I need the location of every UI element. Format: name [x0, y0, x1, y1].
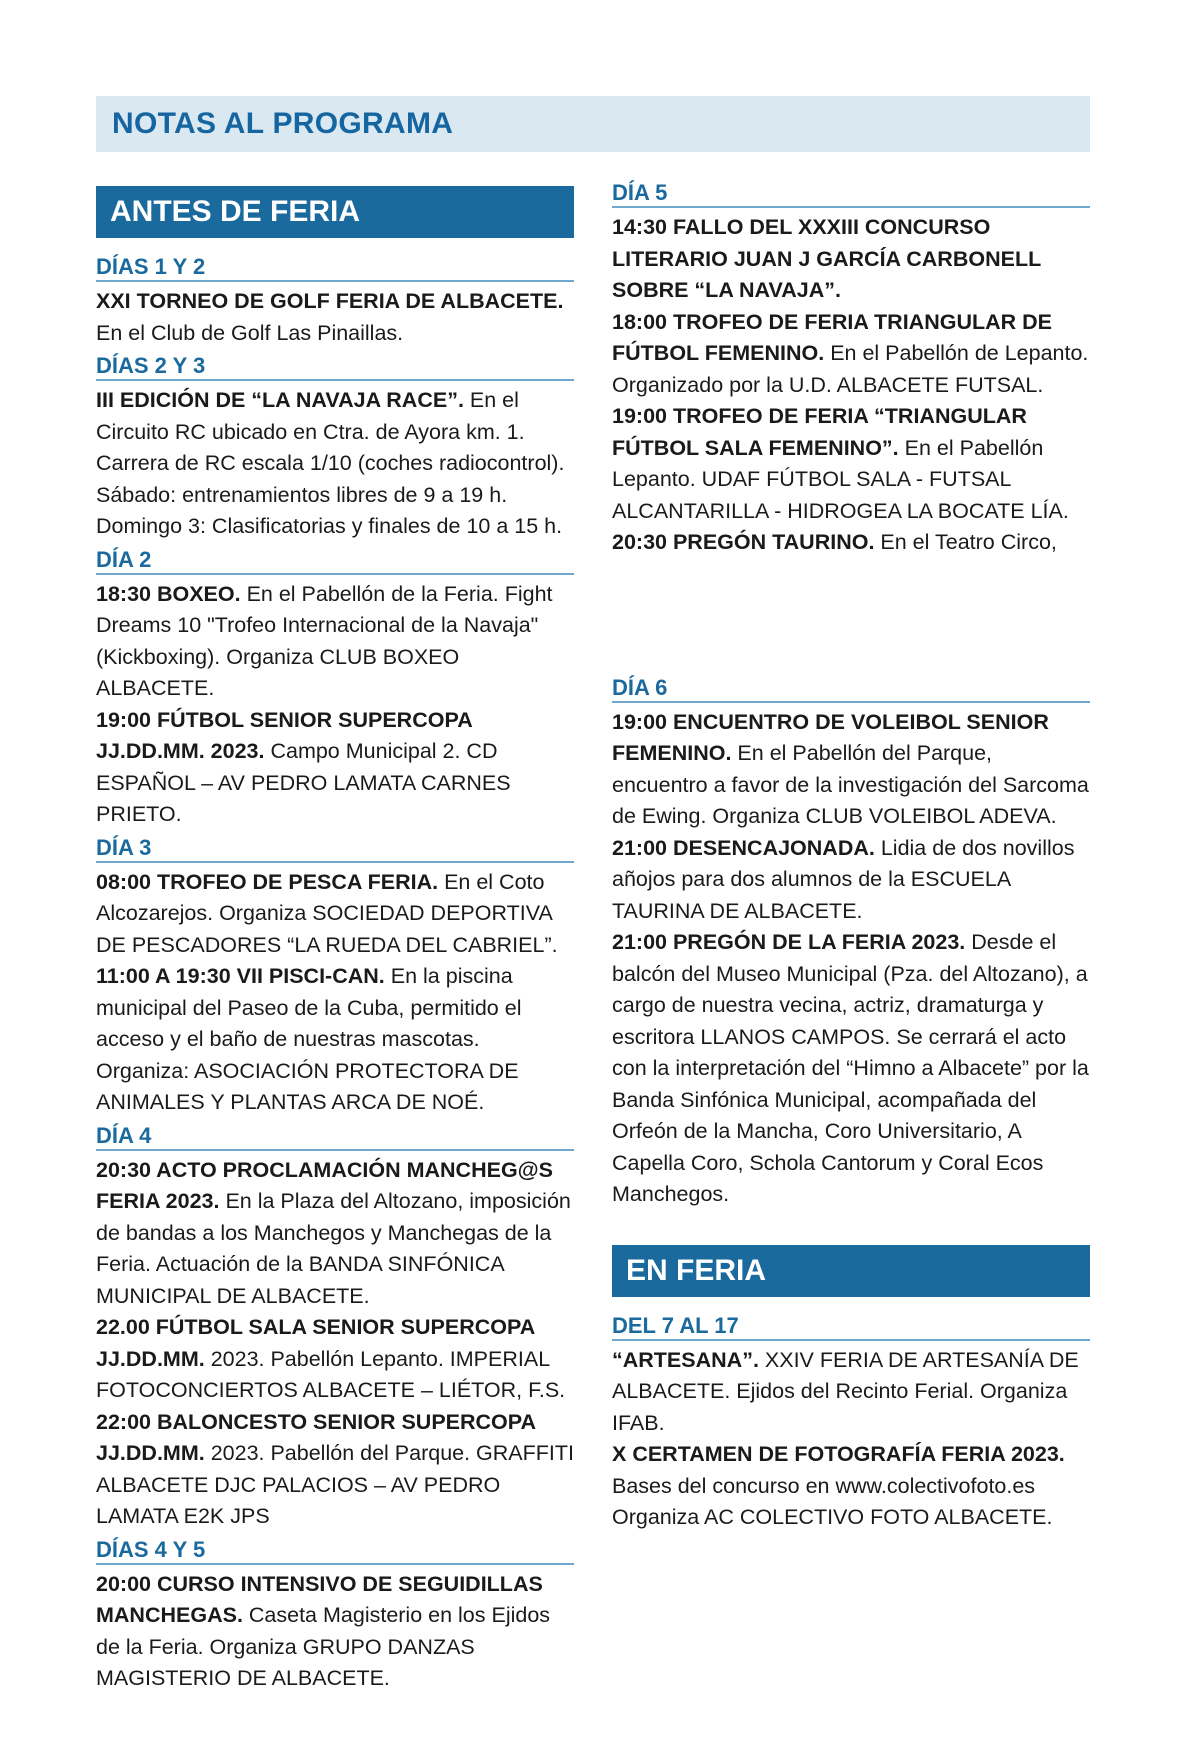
event-entry: [96, 867, 574, 962]
event-title: 11:00 A 19:30 VII PISCI-CAN.: [96, 964, 385, 988]
day-block-dia-2: [96, 547, 574, 831]
event-entry: [612, 707, 1090, 833]
event-text: En el Pabellón del Parque, encuentro a favor de la investigación del Sarcoma de Ewing. Organiza CLUB VOLEIBOL ADEVA.: [612, 741, 1089, 828]
event-text: En el Pabellón Lepanto. UDAF FÚTBOL SALA - FUTSAL ALCANTARILLA - HIDROGEA LA BOCATE LÍA.: [612, 435, 1069, 523]
event-text: En el Teatro Circo,: [874, 530, 1057, 554]
event-title: 19:00 ENCUENTRO DE VOLEIBOL SENIOR FEMENINO.: [612, 709, 1049, 765]
event-title: X CERTAMEN DE FOTOGRAFÍA FERIA 2023.: [612, 1442, 1065, 1466]
event-title: 19:00 FÚTBOL SENIOR SUPERCOPA JJ.DD.MM. 2023.: [96, 707, 472, 763]
event-text: En el Pabellón de Lepanto. Organizado por la U.D. ALBACETE FUTSAL.: [612, 341, 1089, 397]
event-title: III EDICIÓN DE “LA NAVAJA RACE”.: [96, 388, 464, 412]
event-text: En el Coto Alcozarejos. Organiza SOCIEDAD DEPORTIVA DE PESCADORES “LA RUEDA DEL CABRIEL”.: [96, 869, 558, 957]
day-block-dia-4: [96, 1123, 574, 1533]
day-block-dia-3: [96, 835, 574, 1119]
event-entry: [96, 1407, 574, 1533]
event-title: 19:00 TROFEO DE FERIA “TRIANGULAR FÚTBOL SALA FEMENINO”.: [612, 404, 1027, 460]
event-entry: [612, 1345, 1090, 1440]
event-entry: [612, 307, 1090, 402]
event-text: Bases del concurso en www.colectivofoto.es Organiza AC COLECTIVO FOTO ALBACETE.: [612, 1473, 1053, 1529]
event-title: 20:30 ACTO PROCLAMACIÓN MANCHEG@S FERIA 2023.: [96, 1157, 553, 1213]
event-entry: [612, 833, 1090, 928]
event-text: En el Pabellón de la Feria. Fight Dreams 10 "Trofeo Internacional de la Navaja" (Kickboxing). Organiza CLUB BOXEO ALBACETE.: [96, 581, 553, 700]
event-text: En la piscina municipal del Paseo de la Cuba, permitido el acceso y el baño de nuestras mascotas. Organiza: ASOCIACIÓN PROTECTORA DE ANIMALES Y PLANTAS ARCA DE NOÉ.: [96, 964, 522, 1114]
event-title: 20:30 PREGÓN TAURINO.: [612, 530, 875, 554]
event-text: XXIV FERIA DE ARTESANÍA DE ALBACETE. Ejidos del Recinto Ferial. Organiza IFAB.: [612, 1347, 1079, 1435]
event-entry: [612, 212, 1090, 307]
event-title: 18:00 TROFEO DE FERIA TRIANGULAR DE FÚTBOL FEMENINO.: [612, 309, 1052, 365]
event-text: 2023. Pabellón Lepanto. IMPERIAL FOTOCONCIERTOS ALBACETE – LIÉTOR, F.S.: [96, 1346, 566, 1402]
event-text: Caseta Magisterio en los Ejidos de la Feria. Organiza GRUPO DANZAS MAGISTERIO DE ALBACETE.: [96, 1603, 551, 1690]
event-title: 22.00 FÚTBOL SALA SENIOR SUPERCOPA JJ.DD.MM.: [96, 1315, 535, 1371]
day-block-dia-5: [612, 180, 1090, 559]
event-title: 18:30 BOXEO.: [96, 581, 241, 606]
event-entry: [612, 401, 1090, 527]
day-heading: DÍAS 1 Y 2: [96, 254, 574, 282]
event-entry: [96, 286, 574, 349]
column-gap: [612, 1215, 1090, 1245]
day-block-dias-4-5: [96, 1537, 574, 1695]
event-entry: [96, 705, 574, 831]
event-title: 08:00 TROFEO DE PESCA FERIA.: [96, 869, 439, 894]
event-entry: [96, 579, 574, 705]
day-heading: DÍA 4: [96, 1123, 574, 1151]
day-heading: DÍAS 2 Y 3: [96, 353, 574, 381]
event-entry: [96, 1569, 574, 1695]
page-title: NOTAS AL PROGRAMA: [96, 96, 1090, 152]
event-text: En la Plaza del Altozano, imposición de bandas a los Manchegos y Manchegas de la Feria. Actuación de la BANDA SINFÓNICA MUNICIPAL DE ALBACETE.: [96, 1189, 571, 1308]
event-entry: [612, 527, 1090, 559]
event-text: Desde el balcón del Museo Municipal (Pza. del Altozano), a cargo de nuestra vecina, actriz, dramaturga y escritora LLANOS CAMPOS. Se cerrará el acto con la interpretación del “Himno a Albacete” por la Banda Sinfónica Municipal, acompañada del Orfeón de la Mancha, Coro Universitario, A Capella Coro, Schola Cantorum y Coral Ecos Manchegos.: [612, 930, 1089, 1206]
day-heading: DÍAS 4 Y 5: [96, 1537, 574, 1565]
event-entry: [612, 1439, 1090, 1534]
event-title: XXI TORNEO DE GOLF FERIA DE ALBACETE.: [96, 289, 564, 313]
event-title: 20:00 CURSO INTENSIVO DE SEGUIDILLAS MANCHEGAS.: [96, 1571, 543, 1627]
event-title: 21:00 DESENCAJONADA.: [612, 835, 875, 860]
event-text: 2023. Pabellón del Parque. GRAFFITI ALBACETE DJC PALACIOS – AV PEDRO LAMATA E2K JPS: [96, 1441, 574, 1528]
day-heading: DÍA 5: [612, 180, 1090, 208]
column-gap: [612, 563, 1090, 675]
day-block-dia-6: [612, 675, 1090, 1211]
event-text: En el Club de Golf Las Pinaillas.: [96, 320, 404, 345]
day-block-dias-2-3: [96, 353, 574, 543]
event-entry: [96, 1155, 574, 1313]
left-column: [96, 186, 574, 1699]
day-heading: DÍA 6: [612, 675, 1090, 703]
day-block-del-7-al-17: [612, 1313, 1090, 1534]
event-text: En el Circuito RC ubicado en Ctra. de Ayora km. 1. Carrera de RC escala 1/10 (coches radiocontrol). Sábado: entrenamientos libres de 9 a 19 h. Domingo 3: Clasificatorias y finales de 10 a 15 h.: [96, 388, 565, 538]
event-title: “ARTESANA”.: [612, 1347, 759, 1372]
day-heading: DEL 7 AL 17: [612, 1313, 1090, 1341]
section-heading-en-feria: EN FERIA: [612, 1245, 1090, 1297]
event-title: 22:00 BALONCESTO SENIOR SUPERCOPA JJ.DD.MM.: [96, 1409, 536, 1465]
day-heading: DÍA 2: [96, 547, 574, 575]
section-heading-antes-de-feria: ANTES DE FERIA: [96, 186, 574, 238]
day-heading: DÍA 3: [96, 835, 574, 863]
event-title: 21:00 PREGÓN DE LA FERIA 2023.: [612, 930, 966, 954]
event-text: Lidia de dos novillos añojos para dos alumnos de la ESCUELA TAURINA DE ALBACETE.: [612, 835, 1075, 923]
right-column: [612, 180, 1090, 1538]
event-entry: [96, 385, 574, 543]
event-title: 14:30 FALLO DEL XXXIII CONCURSO LITERARIO JUAN J GARCÍA CARBONELL SOBRE “LA NAVAJA”.: [612, 215, 1041, 302]
day-block-dias-1-2: [96, 254, 574, 349]
event-entry: [96, 961, 574, 1119]
event-text: Campo Municipal 2. CD ESPAÑOL – AV PEDRO LAMATA CARNES PRIETO.: [96, 739, 511, 826]
event-entry: [96, 1312, 574, 1407]
event-entry: [612, 927, 1090, 1211]
